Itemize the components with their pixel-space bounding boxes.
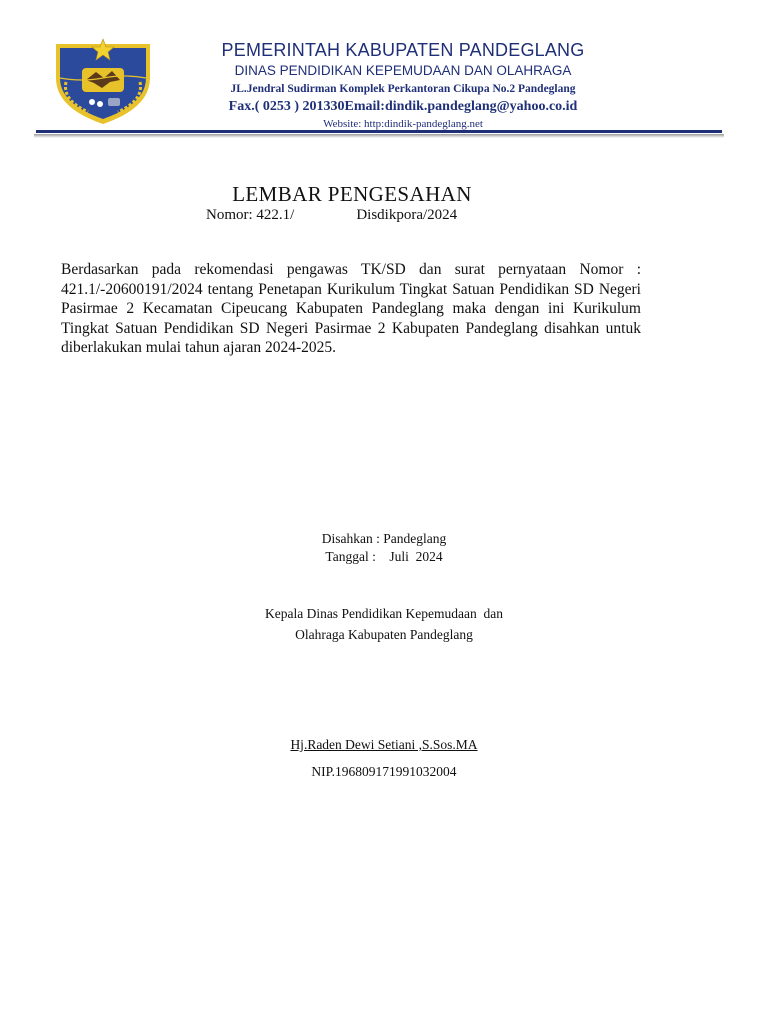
document-number-suffix: Disdikpora/2024 [356,207,458,223]
letterhead-divider-shadow [34,134,724,138]
approval-date: Tanggal : Juli 2024 [325,549,443,564]
letterhead-contact: Fax.( 0253 ) 201330Email:dindik.pandeglang@yahoo.co.id [228,99,578,114]
letterhead-website: Website: http:dindik-pandeglang.net [323,118,483,130]
pandeglang-emblem-icon [52,38,154,126]
letterhead-agency: DINAS PENDIDIKAN KEPEMUDAAN DAN OLAHRAGA [234,63,572,78]
letterhead [160,40,646,131]
letterhead-divider [36,130,722,133]
document-number-prefix: Nomor: 422.1/ [206,207,295,223]
approval-position-line2: Olahraga Kabupaten Pandeglang [295,627,473,642]
approval-place: Disahkan : Pandeglang [321,531,447,546]
letterhead-government: PEMERINTAH KABUPATEN PANDEGLANG [221,40,585,60]
document-number [206,207,457,224]
approval-position [0,603,768,645]
approval-position-line1: Kepala Dinas Pendidikan Kepemudaan dan [264,606,504,621]
letterhead-address: JL.Jendral Sudirman Komplek Perkantoran Cikupa No.2 Pandeglang [230,83,576,95]
document-title: LEMBAR PENGESAHAN [232,182,472,206]
approval-place-date [0,530,768,566]
signatory-nip: NIP.196809171991032004 [311,764,457,779]
signatory-name: Hj.Raden Dewi Setiani ,S.Sos.MA [290,737,478,752]
document-body: Berdasarkan pada rekomendasi pengawas TK/SD dan surat pernyataan Nomor : 421.1/-20600191/2024 tentang Penetapan Kurikulum Tingkat Satuan Pendidikan SD Negeri Pasirmae 2 Kecamatan Cipeucang Kabupaten Pandeglang maka dengan ini Kurikulum Tingkat Satuan Pendidikan SD Negeri Pasirmae 2 Kabupaten Pandeglang disahkan untuk diberlakukan mulai tahun ajaran 2024-2025. [61,261,641,357]
